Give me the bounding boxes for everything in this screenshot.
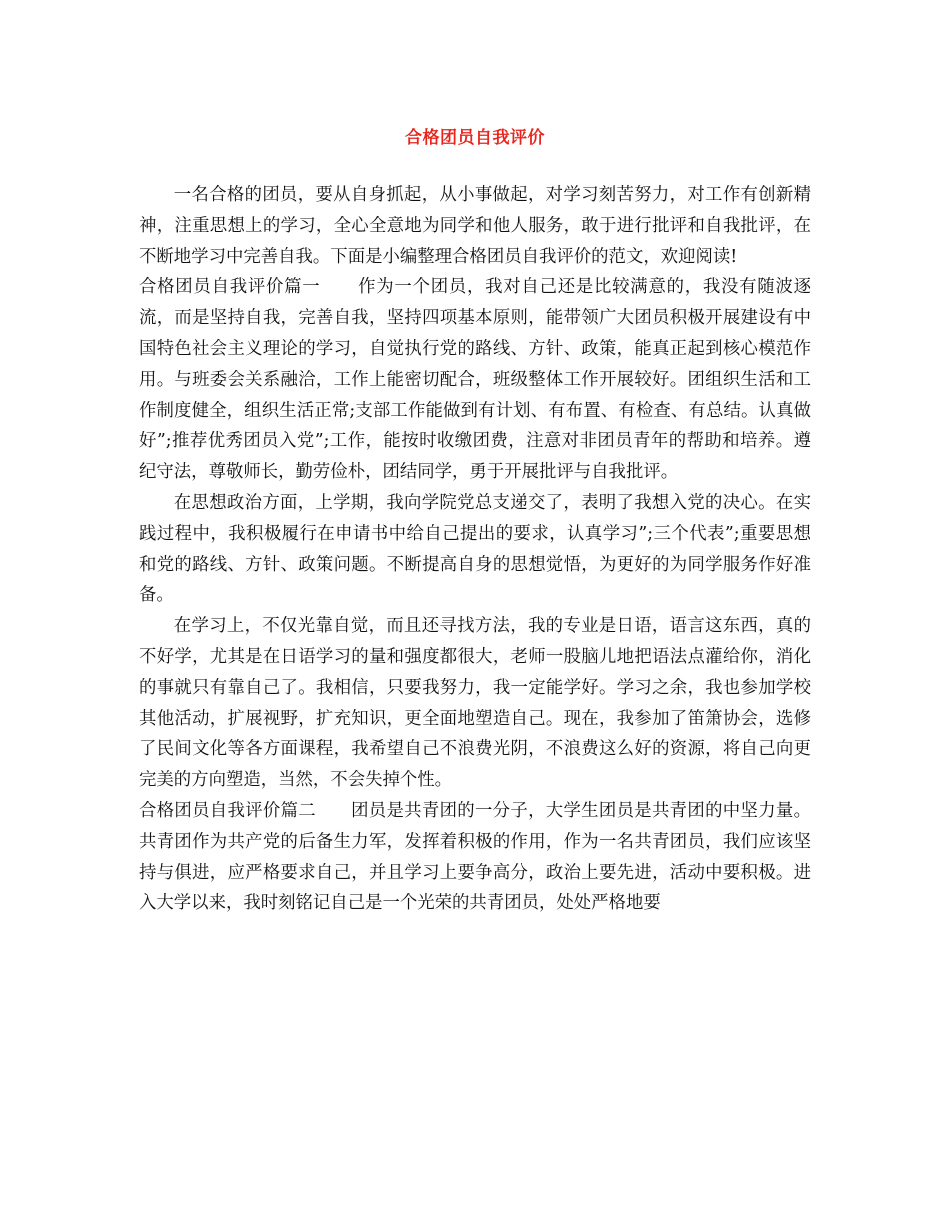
section-one-label: 合格团员自我评价篇一 xyxy=(139,277,321,298)
study-paragraph xyxy=(139,611,811,796)
political-paragraph xyxy=(139,488,811,611)
label-gap xyxy=(320,277,358,297)
document-body xyxy=(139,180,811,919)
paragraph-text: 一名合格的团员，要从自身抓起，从小事做起，对学习刻苦努力，对工作有创新精神，注重思想上的学习，全心全意地为同学和他人服务，敢于进行批评和自我批评，在不断地学习中完善自我。下面是小编整理合格团员自我评价的范文，欢迎阅读! xyxy=(139,185,811,267)
document-title: 合格团员自我评价 xyxy=(405,128,545,148)
label-gap xyxy=(316,801,351,821)
section-two-paragraph xyxy=(139,796,811,919)
section-one-paragraph xyxy=(139,272,811,488)
intro-paragraph xyxy=(139,180,811,272)
paragraph-text: 作为一个团员，我对自己还是比较满意的，我没有随波逐流，而是坚持自我，完善自我，坚持四项基本原则，能带领广大团员积极开展建设有中国特色社会主义理论的学习，自觉执行党的路线、方针、政策，能真正起到核心模范作用。与班委会关系融洽，工作上能密切配合，班级整体工作开展较好。团组织生活和工作制度健全，组织生活正常;支部工作能做到有计划、有布置、有检查、有总结。认真做好”;推荐优秀团员入党”;工作，能按时收缴团费，注意对非团员青年的帮助和培养。遵纪守法，尊敬师长，勤劳俭朴，团结同学，勇于开展批评与自我批评。 xyxy=(139,277,811,483)
section-two-label: 合格团员自我评价篇二 xyxy=(139,800,317,821)
paragraph-text: 在学习上，不仅光靠自觉，而且还寻找方法，我的专业是日语，语言这东西，真的不好学，尤其是在日语学习的量和强度都很大，老师一股脑儿地把语法点灌给你，消化的事就只有靠自己了。我相信，只要我努力，我一定能学好。学习之余，我也参加学校其他活动，扩展视野，扩充知识，更全面地塑造自己。现在，我参加了笛箫协会，选修了民间文化等各方面课程，我希望自己不浪费光阴，不浪费这么好的资源，将自己向更完美的方向塑造，当然，不会失掉个性。 xyxy=(139,616,811,791)
paragraph-text: 团员是共青团的一分子，大学生团员是共青团的中坚力量。共青团作为共产党的后备生力军，发挥着积极的作用，作为一名共青团员，我们应该坚持与俱进，应严格要求自己，并且学习上要争高分，政治上要先进，活动中要积极。进入大学以来，我时刻铭记自己是一个光荣的共青团员，处处严格地要 xyxy=(139,800,811,914)
paragraph-text: 在思想政治方面，上学期，我向学院党总支递交了，表明了我想入党的决心。在实践过程中，我积极履行在申请书中给自己提出的要求，认真学习”;三个代表”;重要思想和党的路线、方针、政策问题。不断提高自身的思想觉悟，为更好的为同学服务作好准备。 xyxy=(139,492,811,606)
